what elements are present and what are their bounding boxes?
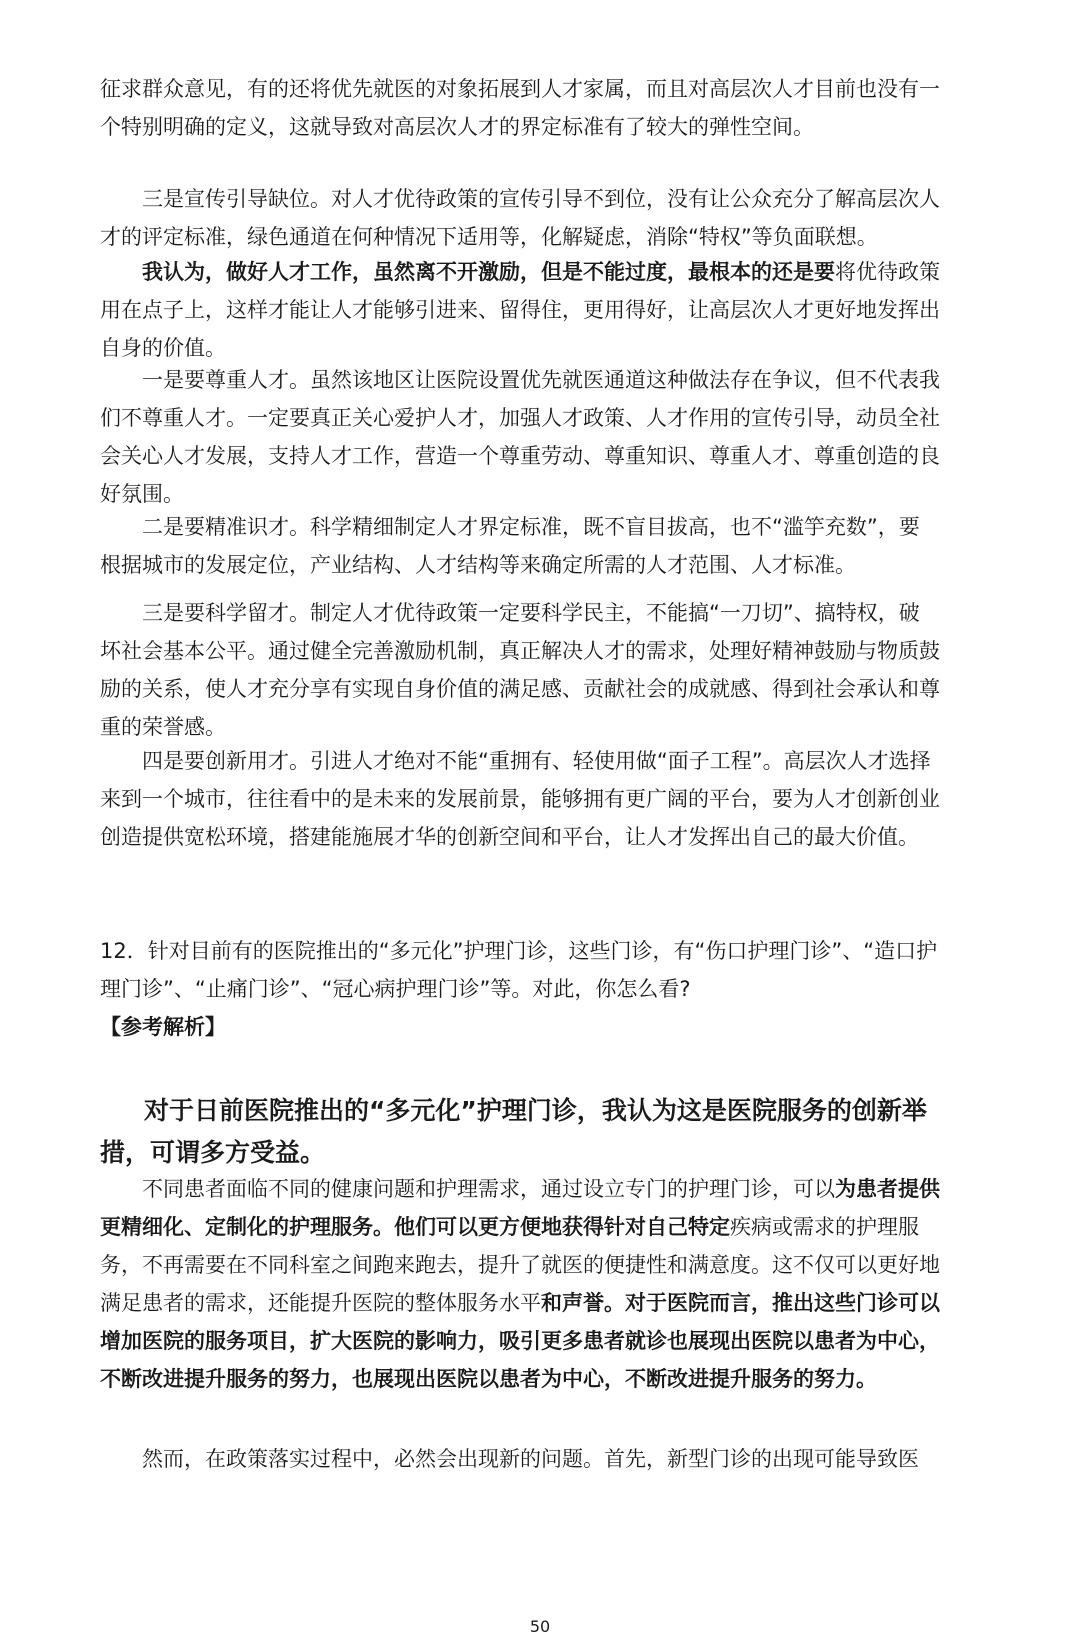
paragraph-however: 然而，在政策落实过程中，必然会出现新的问题。首先，新型门诊的出现可能导致医 <box>142 1447 919 1471</box>
question-12: 12．针对目前有的医院推出的“多元化”护理门诊，这些门诊，有“伤口护理门诊”、“造口护理门诊”、“止痛门诊”、“冠心病护理门诊”等。对此，你怎么看? <box>100 939 938 1001</box>
reference-analysis-label: 【参考解析】 <box>100 1015 226 1039</box>
paragraph-criteria-flexibility: 征求群众意见，有的还将优先就医的对象拓展到人才家属，而且对高层次人才目前也没有一个特别明确的定义，这就导致对高层次人才的界定标准有了较大的弹性空间。 <box>100 77 940 139</box>
benefit-text-c: 疾病或需求的护理服务，不再需要在不同科室之间跑来跑去，提升了就医的便捷性和满意度。这不仅可以更好地满足患者的需求，还能提升医院的整体服务水平 <box>100 1215 940 1315</box>
answer-heading: 对于日前医院推出的“多元化”护理门诊，我认为这是医院服务的创新举措，可谓多方受益。 <box>100 1096 927 1167</box>
benefit-text-a: 不同患者面临不同的健康问题和护理需求，通过设立专门的护理门诊，可以 <box>142 1177 835 1201</box>
paragraph-respect-talent: 一是要尊重人才。虽然该地区让医院设置优先就医通道这种做法存在争议，但不代表我们不尊重人才。一定要真正关心爱护人才，加强人才政策、人才作用的宣传引导，动员全社会关心人才发展，支持人才工作，营造一个尊重劳动、尊重知识、尊重人才、尊重创造的良好氛围。 <box>100 368 940 506</box>
paragraph-innovate-use-talent: 四是要创新用才。引进人才绝对不能“重拥有、轻使用做“面子工程”。高层次人才选择来到一个城市，往往看中的是未来的发展前景，能够拥有更广阔的平台，要为人才创新创业创造提供宽松环境，搭建能施展才华的创新空间和平台，让人才发挥出自己的最大价值。 <box>100 749 940 849</box>
benefit-bold-d: 和声誉。对于医院而言，推出这些门诊可以增加医院的服务项目，扩大医院的影响力，吸引更多患者就诊也展现出医院以患者为中心，不断改进提升服务的努力，也展现出医院以患者为中心，不断改进提升服务的努力。 <box>100 1291 940 1391</box>
paragraph-retain-talent: 三是要科学留才。制定人才优待政策一定要科学民主，不能搞“一刀切”、搞特权，破坏社会基本公平。通过健全完善激励机制，真正解决人才的需求，处理好精神鼓励与物质鼓励的关系，使人才充分享有实现自身价值的满足感、贡献社会的成就感、得到社会承认和尊重的荣誉感。 <box>100 601 940 739</box>
paragraph-publicity-gap: 三是宣传引导缺位。对人才优待政策的宣传引导不到位，没有让公众充分了解高层次人才的评定标准，绿色通道在何种情况下适用等，化解疑虑，消除“特权”等负面联想。 <box>100 187 940 249</box>
benefit-bold-b: 为患者提供更精细化、定制化的护理服务。他们可以更方便地获得针对自己特定 <box>100 1177 940 1239</box>
opinion-text: 将优待政策用在点子上，这样才能让人才能够引进来、留得住，更用得好，让高层次人才更好地发挥出自身的价值。 <box>100 260 940 360</box>
opinion-bold-text: 我认为，做好人才工作，虽然离不开激励，但是不能过度，最根本的还是要 <box>142 260 835 284</box>
paragraph-identify-talent: 二是要精准识才。科学精细制定人才界定标准，既不盲目拔高，也不“滥竽充数”，要根据城市的发展定位，产业结构、人才结构等来确定所需的人才范围、人才标准。 <box>100 515 920 577</box>
page-number: 50 <box>529 1617 551 1636</box>
paragraph-patient-benefit <box>100 1170 940 1398</box>
paragraph-opinion <box>100 253 940 367</box>
